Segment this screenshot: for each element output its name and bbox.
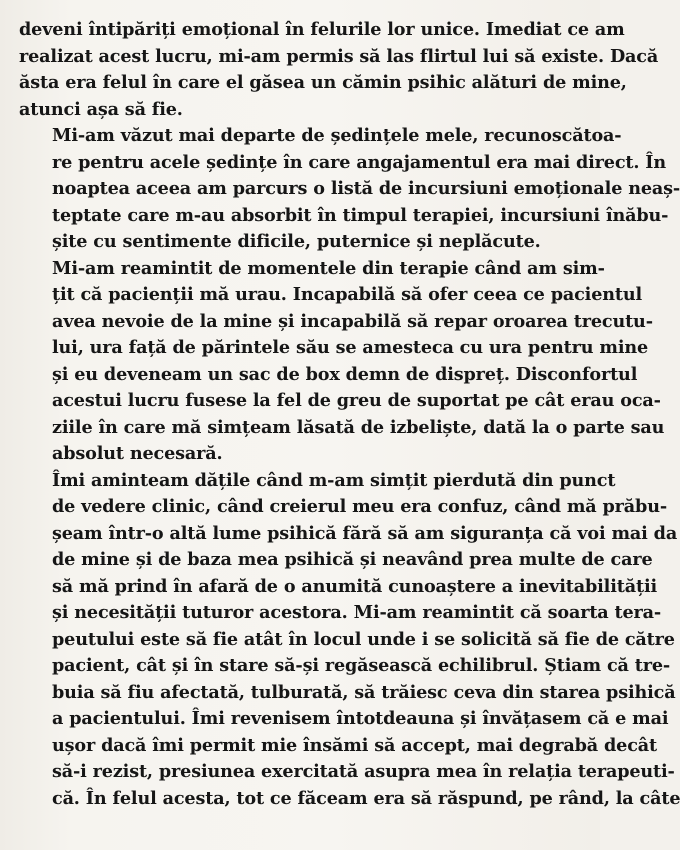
paragraph-2	[19, 123, 680, 256]
paragraph-4	[19, 468, 680, 813]
text-line: de vedere clinic, când creierul meu era confuz, când mă prăbu-	[52, 496, 667, 517]
text-line: de mine și de baza mea psihică și neavând prea multe de care	[52, 549, 653, 570]
text-line: țit că pacienții mă urau. Incapabilă să ofer ceea ce pacientul	[52, 284, 643, 305]
text-line: că. În felul acesta, tot ce făceam era să răspund, pe rând, la câte	[52, 787, 680, 809]
text-line: noaptea aceea am parcurs o listă de incursiuni emoționale neaș-	[52, 178, 680, 199]
text-line: Îmi aminteam dățile când m-am simțit pierdută din punct	[52, 469, 616, 491]
text-line: Mi-am reamintit de momentele din terapie când am sim-	[52, 257, 605, 279]
text-line: re pentru acele ședințe în care angajamentul era mai direct. În	[52, 151, 667, 173]
text-line: ziile în care mă simțeam lăsată de izbeliște, dată la o parte sau	[52, 416, 665, 438]
paragraph-3	[19, 256, 665, 468]
text-line: buia să fiu afectată, tulburată, să trăiesc ceva din starea psihică	[52, 681, 676, 703]
text-line: pacient, cât și în stare să-și regăsească echilibrul. Știam că tre-	[52, 655, 671, 676]
text-line: șite cu sentimente dificile, puternice și neplăcute.	[52, 231, 541, 252]
text-line: ușor dacă îmi permit mie însămi să accept, mai degrabă decât	[52, 734, 657, 756]
text-line: și eu deveneam un sac de box demn de dispreț. Disconfortul	[52, 363, 638, 385]
text-line: și necesității tuturor acestora. Mi-am reamintit că soarta tera-	[52, 602, 662, 623]
text-line: realizat acest lucru, mi-am permis să las flirtul lui să existe. Dacă	[19, 45, 659, 67]
text-line: acestui lucru fusese la fel de greu de suportat pe cât erau oca-	[52, 390, 661, 411]
text-line: lui, ura față de părintele său se amesteca cu ura pentru mine	[52, 337, 649, 358]
text-line: teptate care m-au absorbit în timpul terapiei, incursiuni înăbu-	[52, 204, 669, 226]
text-line: atunci așa să fie.	[19, 98, 183, 120]
text-line: absolut necesară.	[52, 443, 223, 464]
text-line: peutului este să fie atât în locul unde i se solicită să fie de către	[52, 628, 675, 650]
text-line: avea nevoie de la mine și incapabilă să repar oroarea trecutu-	[52, 310, 653, 332]
text-line: ăsta era felul în care el găsea un cămin psihic alături de mine,	[19, 72, 627, 93]
text-line: să mă prind în afară de o anumită cunoaștere a inevitabilității	[52, 575, 658, 597]
paragraph-1	[19, 17, 659, 123]
text-line: să-i rezist, presiunea exercitată asupra mea în relația terapeuti-	[52, 761, 675, 782]
text-line: a pacientului. Îmi revenisem întotdeauna și învățasem că e mai	[52, 708, 669, 729]
text-line: Mi-am văzut mai departe de ședințele mele, recunoscătoa-	[52, 125, 622, 146]
text-line: deveni întipăriți emoțional în felurile lor unice. Imediat ce am	[19, 19, 625, 40]
text-line: șeam într-o altă lume psihică fără să am siguranța că voi mai da	[52, 522, 678, 544]
